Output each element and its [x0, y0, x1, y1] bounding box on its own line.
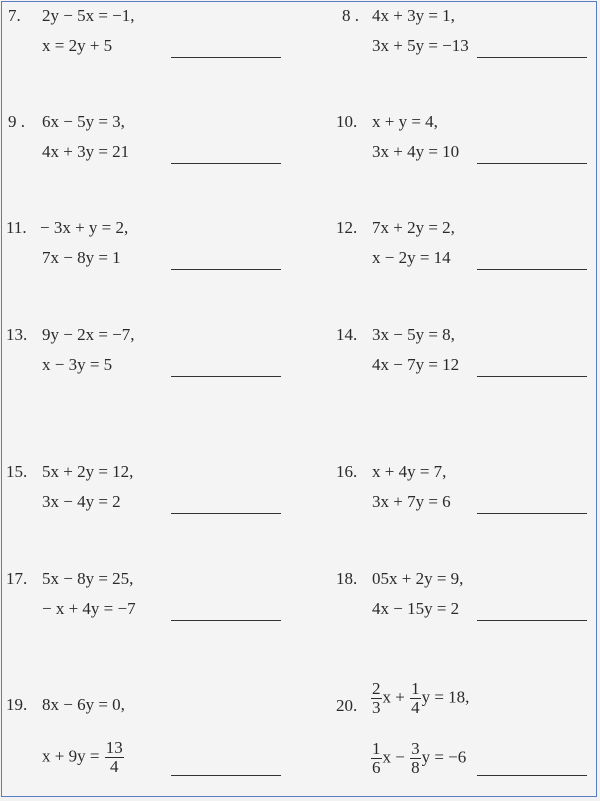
equation-1 [370, 680, 469, 717]
equation-2: 3x + 5y = −13 [372, 36, 469, 55]
problem-18 [336, 569, 600, 689]
equation-2: 4x − 15y = 2 [372, 599, 460, 618]
equation-1: 9y − 2x = −7, [42, 325, 135, 344]
problem-16 [336, 462, 600, 582]
problem-14 [336, 325, 600, 445]
problem-number: 7. [8, 6, 21, 25]
equation-2: x = 2y + 5 [42, 36, 113, 55]
problem-number: 13. [6, 325, 28, 344]
problem-number: 14. [336, 325, 358, 344]
problem-number: 8 . [342, 6, 359, 25]
equation-2: x − 2y = 14 [372, 248, 451, 267]
answer-line[interactable] [171, 513, 281, 514]
equation-1: 6x − 5y = 3, [42, 112, 125, 131]
problem-15 [6, 462, 296, 582]
problem-number: 9 . [8, 112, 25, 131]
answer-line[interactable] [171, 269, 281, 270]
equation-2 [370, 740, 466, 777]
answer-line[interactable] [477, 57, 587, 58]
fraction-3-over-8 [410, 740, 421, 777]
problem-13 [6, 325, 296, 445]
answer-line[interactable] [171, 163, 281, 164]
term: x + [382, 687, 405, 707]
problem-19 [6, 695, 296, 795]
problem-number: 11. [6, 218, 27, 237]
equation-2: x − 3y = 5 [42, 355, 113, 374]
term: x − [382, 747, 405, 767]
equation-2-lhs: x + 9y = [42, 746, 100, 766]
problem-number: 19. [6, 695, 28, 714]
fraction-1-over-6 [371, 740, 382, 777]
numerator: 3 [411, 739, 420, 758]
equation-2: 3x + 7y = 6 [372, 492, 451, 511]
equation-2: 7x − 8y = 1 [42, 248, 121, 267]
answer-line[interactable] [477, 620, 587, 621]
answer-line[interactable] [171, 775, 281, 776]
denominator: 8 [411, 757, 420, 777]
answer-line[interactable] [171, 376, 281, 377]
equation-1: 5x + 2y = 12, [42, 462, 134, 481]
problem-11 [6, 218, 296, 338]
equation-1: 3x − 5y = 8, [372, 325, 455, 344]
equation-1: 7x + 2y = 2, [372, 218, 455, 237]
denominator: 4 [109, 756, 119, 776]
numerator: 2 [372, 679, 381, 698]
problem-number: 20. [336, 696, 358, 715]
term: y = −6 [421, 747, 467, 767]
answer-line[interactable] [171, 620, 281, 621]
equation-1: 5x − 8y = 25, [42, 569, 134, 588]
equation-1: 05x + 2y = 9, [372, 569, 464, 588]
denominator: 6 [372, 757, 381, 777]
equation-2: − x + 4y = −7 [42, 599, 136, 618]
equation-1: 4x + 3y = 1, [372, 6, 455, 25]
denominator: 3 [372, 697, 381, 717]
equation-2: 3x + 4y = 10 [372, 142, 460, 161]
problem-number: 18. [336, 569, 358, 588]
denominator: 4 [411, 697, 420, 717]
answer-line[interactable] [477, 376, 587, 377]
answer-line[interactable] [477, 269, 587, 270]
equation-1: 2y − 5x = −1, [42, 6, 135, 25]
answer-line[interactable] [171, 57, 281, 58]
equation-2: 4x + 3y = 21 [42, 142, 130, 161]
problem-10 [336, 112, 600, 232]
problem-number: 15. [6, 462, 28, 481]
fraction-1-over-4 [410, 680, 421, 717]
equation-1: x + 4y = 7, [372, 462, 447, 481]
equation-2: 4x − 7y = 12 [372, 355, 460, 374]
term: y = 18, [421, 687, 470, 707]
answer-line[interactable] [477, 513, 587, 514]
problem-7 [8, 6, 298, 126]
problem-8 [342, 6, 600, 126]
problem-17 [6, 569, 296, 689]
equation-2: 3x − 4y = 2 [42, 492, 121, 511]
problem-20 [336, 680, 600, 795]
problem-9 [8, 112, 298, 232]
equation-1: x + y = 4, [372, 112, 438, 131]
numerator: 13 [105, 738, 123, 757]
problem-number: 17. [6, 569, 28, 588]
numerator: 1 [411, 679, 420, 698]
answer-line[interactable] [477, 163, 587, 164]
problem-number: 16. [336, 462, 358, 481]
equation-1: − 3x + y = 2, [40, 218, 129, 237]
fraction-13-over-4 [105, 739, 124, 776]
fraction-2-over-3 [371, 680, 382, 717]
problem-number: 10. [336, 112, 358, 131]
worksheet-page [1, 1, 597, 797]
equation-2 [42, 739, 125, 776]
problem-12 [336, 218, 600, 338]
numerator: 1 [372, 739, 381, 758]
equation-1: 8x − 6y = 0, [42, 695, 125, 714]
problem-number: 12. [336, 218, 358, 237]
answer-line[interactable] [477, 775, 587, 776]
